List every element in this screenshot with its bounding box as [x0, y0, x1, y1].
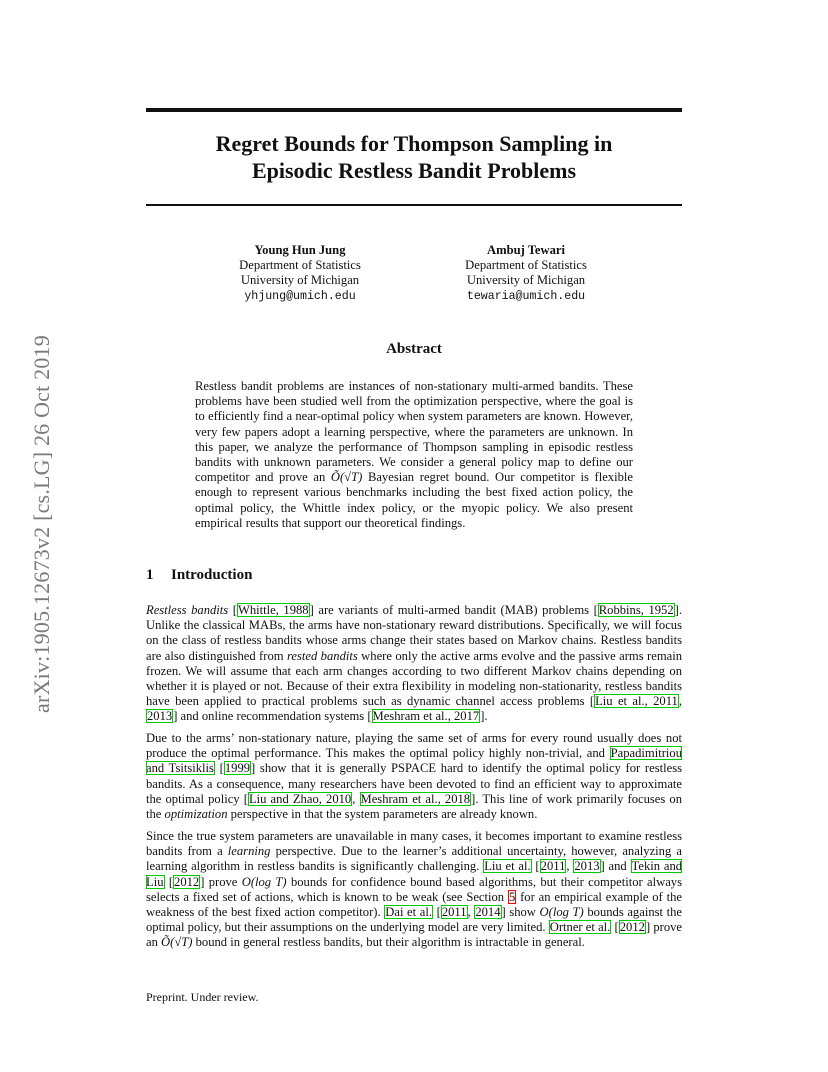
- paragraph-text: are variants of multi-armed bandit (MAB) problems: [313, 603, 594, 617]
- title-top-rule: [146, 108, 682, 112]
- author-university: University of Michigan: [466, 273, 586, 288]
- paragraph-text: where only the active arms evolve and the passive arms remain frozen. We will assume that each arm changes according to two different Markov chains depending on whether it is played or not. Because of their extra flexibility in modeling non-stationarity, restless bandits have been applied to practical problems such as dynamic channel access problems: [146, 648, 683, 709]
- citation-link[interactable]: 2014: [475, 905, 501, 920]
- paragraph-text: .: [484, 709, 488, 724]
- arxiv-identifier-text: arXiv:1905.12673v2 [cs.LG] 26 Oct 2019: [29, 335, 54, 713]
- author-name: Young Hun Jung: [254, 243, 346, 257]
- abstract-text: Bayesian regret bound. Our competitor is flexible enough to represent various benchmarks including the best fixed action policy, the optimal policy, the Whittle index policy, or the myopic policy. We also present empirical results that support our theoretical findings.: [195, 470, 633, 530]
- footer-note: Preprint. Under review.: [146, 990, 259, 1004]
- citation-link[interactable]: 2013: [147, 709, 173, 724]
- paragraph-text: prove: [204, 874, 242, 889]
- citation-link[interactable]: Ortner et al.: [549, 920, 611, 935]
- paragraph-text: Due to the arms’ non-stationary nature, playing the same set of arms for every round usually does not produce the optimal performance. This makes the optimal policy highly non-trivial, and: [146, 731, 682, 761]
- section-title: Introduction: [171, 567, 253, 583]
- citation-link[interactable]: 2011: [441, 905, 467, 920]
- author-department: Department of Statistics: [239, 258, 361, 273]
- paragraph-text: perspective in that the system parameters are already known.: [227, 807, 538, 822]
- citation-link[interactable]: Meshram et al., 2018: [360, 791, 471, 806]
- emphasis: Restless bandits: [146, 603, 229, 617]
- paragraph-text: show: [505, 905, 540, 920]
- paragraph-text: and: [604, 859, 631, 874]
- regret-bound-math: Õ(√T): [161, 935, 193, 950]
- paragraph-text: prove an: [146, 920, 683, 950]
- citation-link[interactable]: 2012: [619, 920, 645, 935]
- paragraph-text: . Unlike the classical MABs, the arms have non-stationary reward distributions. Specifically, we will focus on the class of restless bandits whose arms change their states based on Markov chains. Restless bandits are also distinguished from: [146, 603, 682, 663]
- author-block: [426, 243, 626, 304]
- section-ref-link[interactable]: 5: [508, 889, 516, 904]
- big-o-math: O(log T): [241, 874, 287, 889]
- title-line-2: Episodic Restless Bandit Problems: [251, 158, 577, 183]
- citation-link[interactable]: Robbins, 1952: [598, 603, 674, 617]
- abstract-heading: Abstract: [386, 341, 442, 357]
- abstract-body: [195, 379, 633, 531]
- paragraph-text: bound in general restless bandits, but their algorithm is intractable in general.: [192, 935, 585, 950]
- paragraph-text: for an empirical example of the weakness of the best fixed action competitor).: [146, 889, 682, 920]
- citation-link[interactable]: Liu and Zhao, 2010: [248, 791, 352, 806]
- citation-link[interactable]: 2012: [174, 874, 200, 889]
- intro-paragraph-2: Due to the arms’ non-stationary nature, playing the same set of arms for every round usually does not produce the optimal performance. This makes the optimal policy highly non-trivial, and Papadimitriou and Tsitsiklis [1999] show that it is generally PSPACE hard to identify the optimal policy for restless bandits. As a consequence, many researchers have been devoted to find an efficient way to approximate the optimal policy [Liu and Zhao, 2010, Meshram et al., 2018]. This line of work primarily focuses on the optimization perspective in that the system parameters are already known.: [146, 731, 682, 822]
- paragraph-text: and online recommendation systems: [177, 709, 368, 724]
- citation-link[interactable]: 2011: [540, 859, 566, 874]
- intro-paragraph-3: Since the true system parameters are unavailable in many cases, it becomes important to examine restless bandits from a learning perspective. Due to the learner’s additional uncertainty, however, analyzing a learning algorithm in restless bandits is significantly challenging. Liu et al. [2011, 2013] and Tekin and Liu [2012] prove O(log T) bounds for confidence bound based algorithms, but their competitor always selects a fixed set of actions, which is known to be weak (see Section 5 for an empirical example of the weakness of the best fixed action competitor). Dai et al. [2011, 2014] show O(log T) bounds against the optimal policy, but their assumptions on the underlying model are very limited. Ortner et al. [2012] prove an Õ(√T) bound in general restless bandits, but their algorithm is intractable in general.: [146, 829, 683, 950]
- paragraph-text: perspective. Due to the learner’s additional uncertainty, however, analyzing a learning algorithm in restless bandits is significantly challenging.: [146, 844, 682, 874]
- emphasis: optimization: [164, 807, 228, 822]
- citation-link[interactable]: Whittle, 1988: [237, 603, 309, 617]
- author-email: yhjung@umich.edu: [244, 289, 356, 303]
- citation-link[interactable]: Liu et al., 2011: [595, 694, 678, 709]
- paragraph-text: show that it is generally PSPACE hard to identify the optimal policy for restless bandits. As a consequence, many researchers have been devoted to find an efficient way to approximate the optimal policy: [146, 761, 682, 806]
- regret-bound-math: Õ(√T): [330, 470, 363, 485]
- paragraph-text: bounds against the optimal policy, but their assumptions on the underlying model are very limited.: [146, 905, 683, 935]
- section-heading: [146, 567, 252, 584]
- big-o-math: O(log T): [539, 905, 584, 920]
- citation-link[interactable]: Tekin and Liu: [146, 859, 683, 889]
- author-department: Department of Statistics: [465, 258, 587, 273]
- citation-link[interactable]: Meshram et al., 2017: [372, 709, 480, 724]
- citation-link[interactable]: Papadimitriou and Tsitsiklis: [146, 746, 682, 776]
- emphasis: rested bandits: [286, 648, 358, 663]
- section-number: 1: [146, 567, 154, 583]
- abstract-text: Restless bandit problems are instances of non-stationary multi-armed bandits. These problems have been studied well from the optimization perspective, where the goal is to efficiently find a near-optimal policy when system parameters are known. However, very few papers adopt a learning perspective, where the parameters are unknown. In this paper, we analyze the performance of Thompson sampling in episodic restless bandits with unknown parameters. We consider a general policy map to define our competitor and prove an: [195, 379, 633, 485]
- paragraph-text: Since the true system parameters are unavailable in many cases, it becomes important to examine restless bandits from a: [146, 829, 682, 859]
- citation-link[interactable]: 1999: [224, 761, 251, 776]
- author-block: [200, 243, 400, 304]
- emphasis: learning: [227, 844, 271, 859]
- citation-link[interactable]: 2013: [574, 859, 600, 874]
- paragraph-text: bounds for confidence bound based algorithms, but their competitor always selects a fixed set of actions, which is known to be weak (see Section: [146, 874, 682, 904]
- paper-title: [146, 130, 682, 184]
- intro-paragraph-1: Restless bandits [Whittle, 1988] are variants of multi-armed bandit (MAB) problems [Robbins, 1952]. Unlike the classical MABs, the arms have non-stationary reward distributions. Specifically, we will focus on the class of restless bandits whose arms change their states based on Markov chains. Restless bandits are also distinguished from rested bandits where only the active arms evolve and the passive arms remain frozen. We will assume that each arm changes according to two different Markov chains depending on whether it is played or not. Because of their extra flexibility in modeling non-stationarity, restless bandits have been applied to practical problems such as dynamic channel access problems [Liu et al., 2011, 2013] and online recommendation systems [Meshram et al., 2017].: [146, 603, 683, 724]
- paragraph-text: . This line of work primarily focuses on the: [146, 791, 682, 822]
- citation-link[interactable]: Liu et al.: [484, 859, 531, 874]
- title-bottom-rule: [146, 204, 682, 206]
- citation-link[interactable]: Dai et al.: [385, 905, 432, 920]
- title-line-1: Regret Bounds for Thompson Sampling in: [215, 131, 613, 156]
- author-name: Ambuj Tewari: [486, 243, 566, 257]
- author-email: tewaria@umich.edu: [466, 289, 586, 303]
- author-university: University of Michigan: [240, 273, 360, 288]
